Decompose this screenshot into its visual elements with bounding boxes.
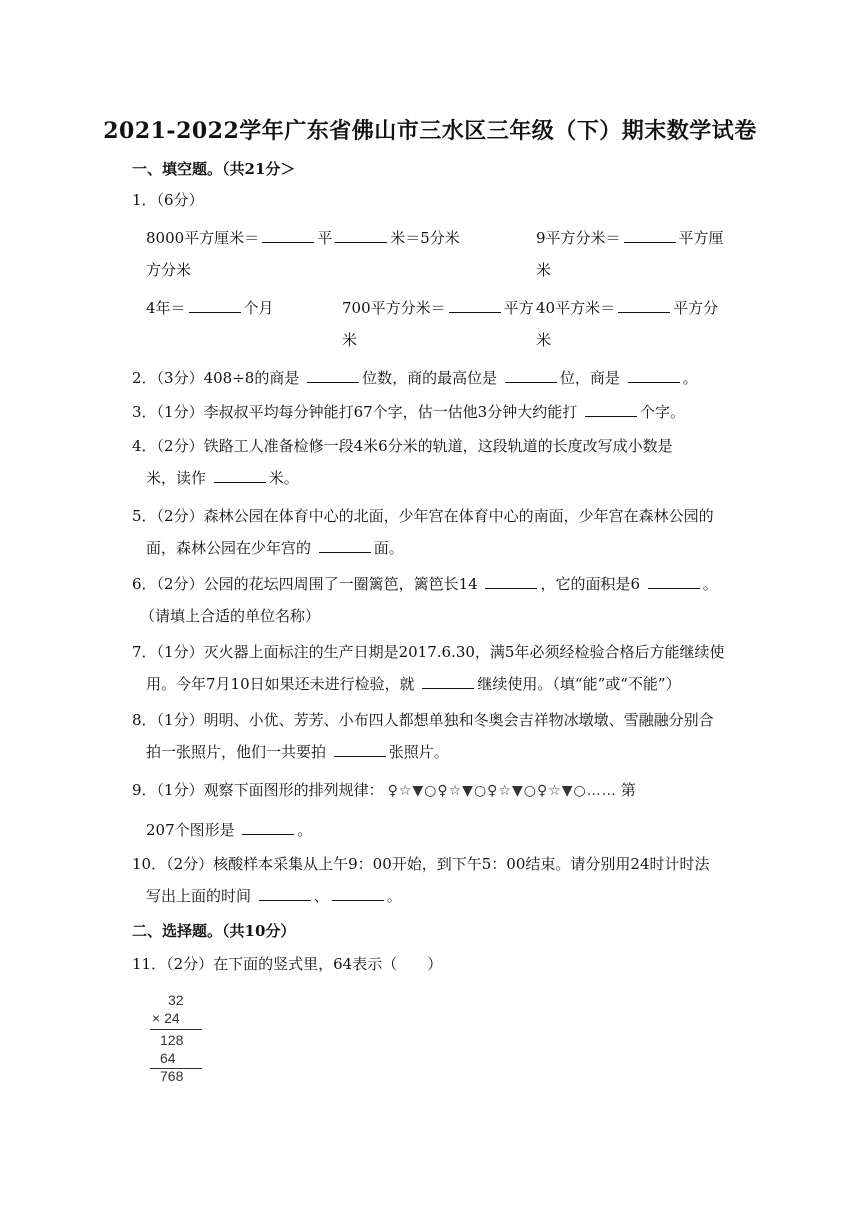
q2-blank3[interactable] xyxy=(628,368,680,383)
section-choice-heading: 二、选择题。（共10分） xyxy=(132,922,296,940)
q9-line1 xyxy=(132,780,636,801)
q3-blank[interactable] xyxy=(585,402,637,417)
q3-text2: 个字。 xyxy=(640,403,686,421)
q1-e-text1: 40平方米＝ xyxy=(536,299,616,317)
q5-text3: 面。 xyxy=(373,539,404,557)
q9-text2: 第 xyxy=(620,781,636,799)
q4-text2: 米，读作 xyxy=(146,469,211,487)
vertical-multiplication xyxy=(146,992,210,1084)
calc-row-partial2: 64 xyxy=(160,1050,176,1066)
q7-blank[interactable] xyxy=(422,674,474,689)
q1-item-a xyxy=(146,228,460,248)
q2-blank2[interactable] xyxy=(505,368,557,383)
q7-line1: 7．（1分）灭火器上面标注的生产日期是2017.6.30，满5年必须经检验合格后方能继续使 xyxy=(132,643,725,661)
q7-text2: 用。今年7月10日如果还未进行检验，就 xyxy=(146,675,420,693)
q1-item-a-cont: 方分米 xyxy=(146,261,192,279)
calc-row-product: 768 xyxy=(160,1068,184,1084)
q8-blank[interactable] xyxy=(334,742,386,757)
q10-text4: 。 xyxy=(386,887,402,905)
q6-blank2[interactable] xyxy=(648,574,700,589)
q9-text4: 。 xyxy=(297,821,313,839)
q8-text2: 拍一张照片，他们一共要拍 xyxy=(146,743,331,761)
q5-line2 xyxy=(146,538,404,558)
q1-d-text1: 700平方分米＝ xyxy=(342,299,446,317)
q8-line1: 8．（1分）明明、小优、芳芳、小布四人都想单独和冬奥会吉祥物冰墩墩、雪融融分别合 xyxy=(132,711,714,729)
q11: 11．（2分）在下面的竖式里，64表示（ ） xyxy=(132,955,443,973)
q3-text1: 3．（1分）李叔叔平均每分钟能打67个字，估一估他3分钟大约能打 xyxy=(132,403,582,421)
q5-blank[interactable] xyxy=(319,538,371,553)
q1-a-text1: 8000平方厘米＝ xyxy=(146,229,260,247)
q9-text3: 207个图形是 xyxy=(146,821,240,839)
q1-b-text2: 平方厘 xyxy=(678,229,724,247)
calc-row-multiplier: × 24 xyxy=(152,1010,180,1026)
q9-line2 xyxy=(146,820,312,840)
q2-text1: 2．（3分）408÷8的商是 xyxy=(132,369,305,387)
q2 xyxy=(132,368,698,388)
q2-text4: 。 xyxy=(682,369,698,387)
q6-line2: （请填上合适的单位名称） xyxy=(140,607,321,625)
calc-row-partial1: 128 xyxy=(160,1032,184,1048)
q10-blank1[interactable] xyxy=(259,886,311,901)
q7-line2 xyxy=(146,674,681,694)
q6-blank1[interactable] xyxy=(485,574,537,589)
exam-title: 2021-2022学年广东省佛山市三水区三年级（下）期末数学试卷 xyxy=(103,118,757,144)
q8-text3: 张照片。 xyxy=(388,743,449,761)
q1-e-text2: 平方分 xyxy=(673,299,719,317)
q5-line1: 5．（2分）森林公园在体育中心的北面，少年宫在体育中心的南面，少年宫在森林公园的 xyxy=(132,507,714,525)
q6-text3: 。 xyxy=(702,575,718,593)
q1-a-blank2[interactable] xyxy=(335,228,387,243)
q10-line1: 10．（2分）核酸样本采集从上午9：00开始，到下午5：00结束。请分别用24时计时法 xyxy=(132,855,710,873)
q5-text2: 面，森林公园在少年宫的 xyxy=(146,539,316,557)
q1-item-e xyxy=(536,298,718,318)
calc-row-multiplicand: 32 xyxy=(168,992,184,1008)
q6-text2: ，它的面积是6 xyxy=(540,575,645,593)
q1-a-text2: 平 xyxy=(317,229,333,247)
q1-c-blank[interactable] xyxy=(189,298,241,313)
q1-item-c xyxy=(146,298,274,318)
q1-c-text2: 个月 xyxy=(243,299,274,317)
q1-a-text3: 米＝5分米 xyxy=(390,229,460,247)
q2-blank1[interactable] xyxy=(307,368,359,383)
q9-text1: 9．（1分）观察下面图形的排列规律： xyxy=(132,781,384,799)
q9-shape-pattern: ♀☆▼○♀☆▼○♀☆▼○♀☆▼○…… xyxy=(387,783,617,799)
q1-e-blank[interactable] xyxy=(618,298,670,313)
q7-text3: 继续使用。（填“能”或“不能”） xyxy=(477,675,681,693)
q1-item-b xyxy=(536,228,724,248)
q8-line2 xyxy=(146,742,449,762)
q4-blank[interactable] xyxy=(214,468,266,483)
q1-d-text2: 平方 xyxy=(503,299,534,317)
q10-blank2[interactable] xyxy=(332,886,384,901)
q6-line1 xyxy=(132,574,718,594)
q1-item-d xyxy=(342,298,534,318)
q1-c-text1: 4年＝ xyxy=(146,299,186,317)
q1-a-blank1[interactable] xyxy=(262,228,314,243)
q9-blank[interactable] xyxy=(242,820,294,835)
q2-text3: 位，商是 xyxy=(559,369,625,387)
q10-text3: 、 xyxy=(313,887,329,905)
q4-line1: 4．（2分）铁路工人准备检修一段4米6分米的轨道，这段轨道的长度改写成小数是 xyxy=(132,437,673,455)
q1-item-d-cont: 米 xyxy=(342,331,358,349)
q1-heading: 1．（6分） xyxy=(132,191,204,209)
q1-item-e-cont: 米 xyxy=(536,331,552,349)
q10-text2: 写出上面的时间 xyxy=(146,887,256,905)
section-fill-in-heading: 一、填空题。（共21分＞ xyxy=(132,160,296,178)
q6-text1: 6．（2分）公园的花坛四周围了一圈篱笆，篱笆长14 xyxy=(132,575,483,593)
q4-line2 xyxy=(146,468,299,488)
q1-item-b-cont: 米 xyxy=(536,261,552,279)
calc-line1 xyxy=(150,1029,202,1030)
q2-text2: 位数，商的最高位是 xyxy=(362,369,502,387)
q1-b-text1: 9平方分米＝ xyxy=(536,229,621,247)
q4-text3: 米。 xyxy=(268,469,299,487)
q10-line2 xyxy=(146,886,402,906)
q1-b-blank[interactable] xyxy=(624,228,676,243)
q1-d-blank[interactable] xyxy=(449,298,501,313)
q3 xyxy=(132,402,685,422)
